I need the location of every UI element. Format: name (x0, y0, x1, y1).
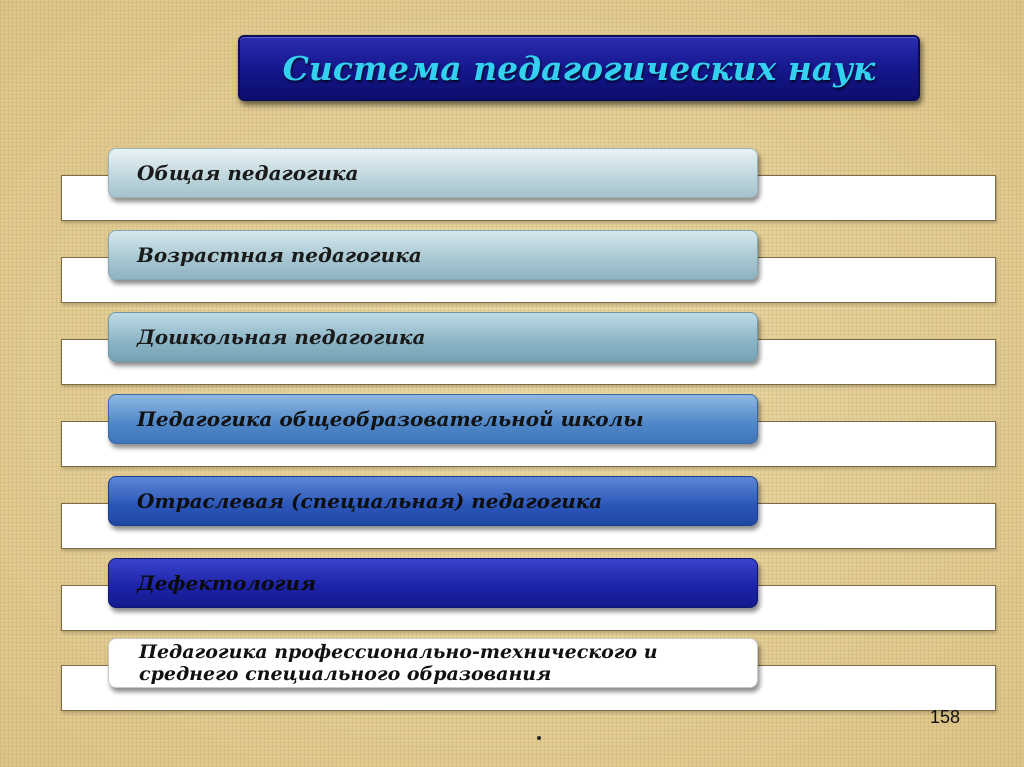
item-label: Возрастная педагогика (137, 243, 422, 267)
item-label: Общая педагогика (137, 161, 359, 185)
list-item (0, 148, 1024, 238)
slide-title: Система педагогических наук (282, 48, 876, 88)
item-label-box (108, 230, 758, 280)
item-label-box (108, 638, 758, 688)
item-label: Отраслевая (специальная) педагогика (137, 489, 603, 513)
list-item (0, 558, 1024, 648)
slide-title-box (238, 35, 920, 101)
item-label: Дошкольная педагогика (137, 325, 426, 349)
footer-mark (537, 736, 541, 740)
item-label: Педагогика общеобразовательной школы (137, 407, 644, 431)
item-label-box (108, 148, 758, 198)
page-number: 158 (930, 707, 961, 727)
item-label: Дефектология (137, 571, 316, 595)
item-label-box (108, 394, 758, 444)
list-item (0, 394, 1024, 484)
item-label-box (108, 558, 758, 608)
item-label: Педагогика профессионально-технического и среднего специального образования (139, 641, 658, 685)
list-item (0, 312, 1024, 402)
item-label-box (108, 476, 758, 526)
list-item (0, 476, 1024, 566)
item-label-box (108, 312, 758, 362)
list-item (0, 230, 1024, 320)
list-item (0, 638, 1024, 728)
